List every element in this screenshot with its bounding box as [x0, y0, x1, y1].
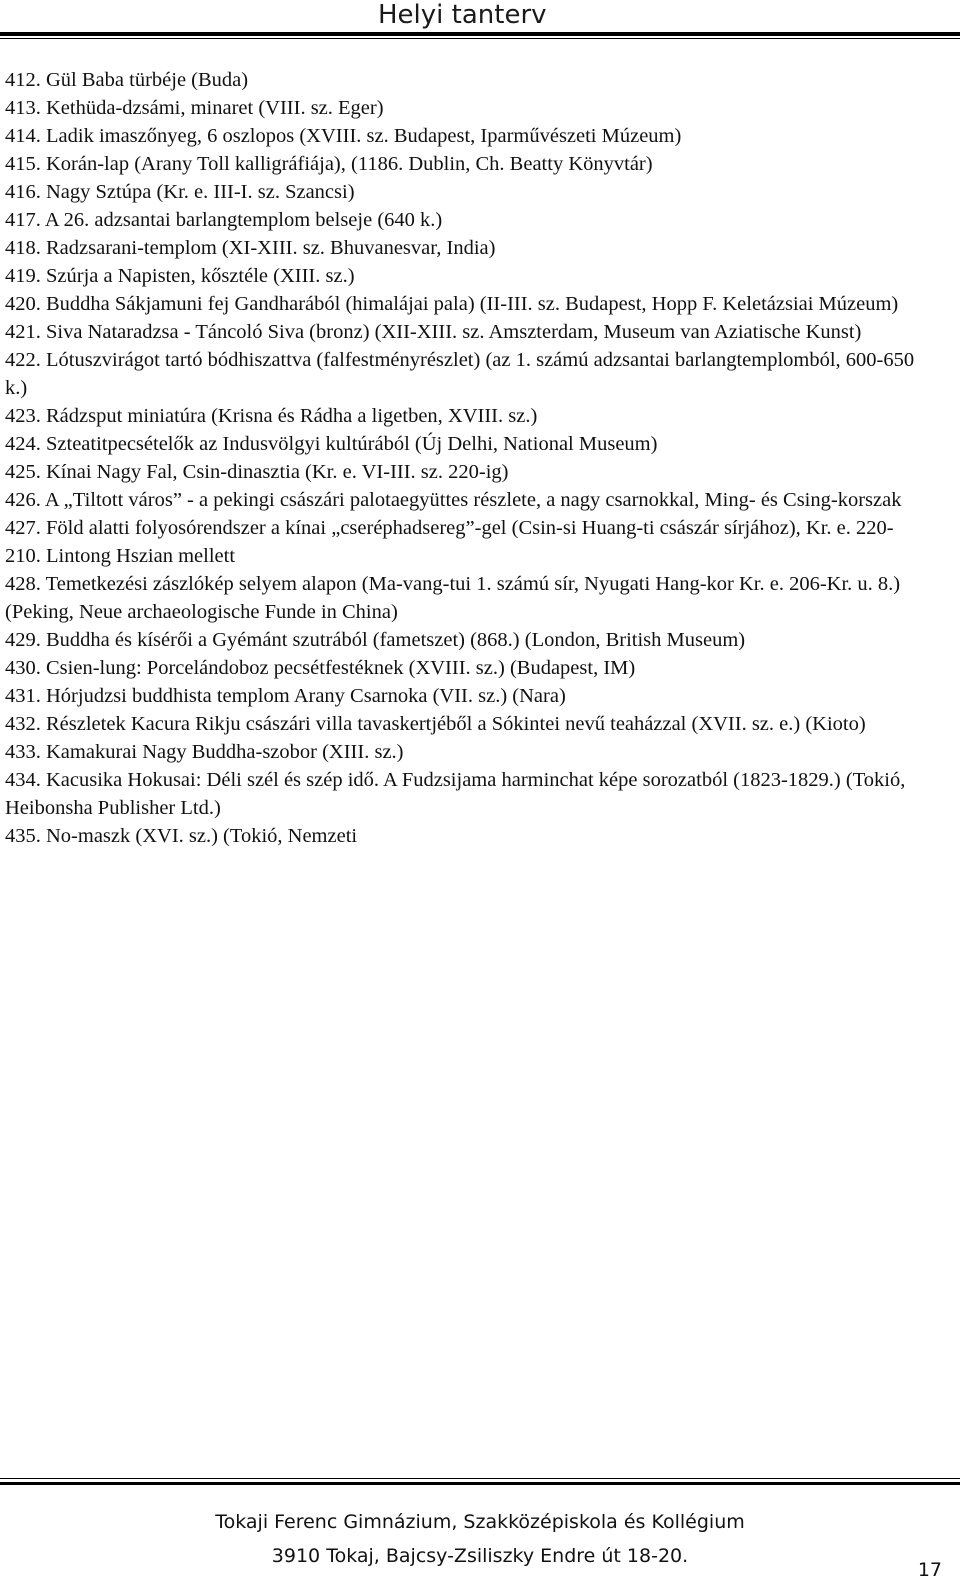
page-header	[0, 0, 960, 38]
list-item: 422. Lótuszvirágot tartó bódhiszattva (falfestményrészlet) (az 1. számú adzsantai barlangtemplomból, 600-650 k.)	[5, 349, 915, 399]
list-item: 418. Radzsarani-templom (XI-XIII. sz. Bhuvanesvar, India)	[5, 237, 496, 259]
page-number: 17	[917, 1559, 942, 1581]
footer-rule-thin	[0, 1478, 960, 1479]
list-item: 435. No-maszk (XVI. sz.) (Tokió, Nemzeti	[5, 825, 358, 847]
list-item: 417. A 26. adzsantai barlangtemplom belseje (640 k.)	[5, 209, 443, 231]
list-item: 431. Hórjudzsi buddhista templom Arany Csarnoka (VII. sz.) (Nara)	[5, 685, 566, 707]
footer-rule-thick	[0, 1482, 960, 1485]
list-item: 414. Ladik imaszőnyeg, 6 oszlopos (XVIII. sz. Budapest, Iparművészeti Múzeum)	[5, 125, 682, 147]
list-item: 432. Részletek Kacura Rikju császári villa tavaskertjéből a Sókintei nevű teaházzal (XVII. sz. e.) (Kioto)	[5, 713, 866, 735]
list-item: 433. Kamakurai Nagy Buddha-szobor (XIII. sz.)	[5, 741, 404, 763]
header-rule-thick	[0, 32, 960, 36]
list-item: 427. Föld alatti folyosórendszer a kínai „cseréphadsereg”-gel (Csin-si Huang-ti császár sírjához), Kr. e. 220-210. Lintong Hszian mellett	[5, 517, 894, 567]
list-item: 434. Kacusika Hokusai: Déli szél és szép idő. A Fudzsijama harminchat képe sorozatból (1823-1829.) (Tokió, Heibonsha Publisher Ltd.)	[5, 769, 906, 819]
header-rule-thin	[0, 38, 960, 39]
list-item: 424. Szteatitpecsételők az Indusvölgyi kultúrából (Új Delhi, National Museum)	[5, 433, 658, 455]
list-item: 416. Nagy Sztúpa (Kr. e. III-I. sz. Szancsi)	[5, 181, 355, 203]
artwork-list	[5, 66, 927, 850]
list-item: 428. Temetkezési zászlókép selyem alapon (Ma-vang-tui 1. számú sír, Nyugati Hang-kor Kr. e. 206-Kr. u. 8.) (Peking, Neue archaeologische Funde in China)	[5, 573, 901, 623]
list-item: 419. Szúrja a Napisten, kősztéle (XIII. sz.)	[5, 265, 355, 287]
list-item: 426. A „Tiltott város” - a pekingi császári palotaegyüttes részlete, a nagy csarnokkal, Ming- és Csing-korszak	[5, 489, 902, 511]
list-item: 430. Csien-lung: Porcelándoboz pecsétfestéknek (XVIII. sz.) (Budapest, IM)	[5, 657, 636, 679]
footer-school-name: Tokaji Ferenc Gimnázium, Szakközépiskola és Kollégium	[215, 1511, 745, 1533]
header-title: Helyi tanterv	[378, 0, 547, 30]
footer-address: 3910 Tokaj, Bajcsy-Zsiliszky Endre út 18-20.	[271, 1545, 689, 1567]
list-item: 420. Buddha Sákjamuni fej Gandharából (himalájai pala) (II-III. sz. Budapest, Hopp F. Keletázsiai Múzeum)	[5, 293, 899, 315]
list-item: 425. Kínai Nagy Fal, Csin-dinasztia (Kr. e. VI-III. sz. 220-ig)	[5, 461, 509, 483]
list-item: 413. Kethüda-dzsámi, minaret (VIII. sz. Eger)	[5, 97, 384, 119]
list-item: 423. Rádzsput miniatúra (Krisna és Rádha a ligetben, XVIII. sz.)	[5, 405, 538, 427]
list-item: 429. Buddha és kísérői a Gyémánt szutrából (fametszet) (868.) (London, British Museum)	[5, 629, 746, 651]
list-item: 421. Siva Nataradzsa - Táncoló Siva (bronz) (XII-XIII. sz. Amszterdam, Museum van Aziatische Kunst)	[5, 321, 862, 343]
list-item: 412. Gül Baba türbéje (Buda)	[5, 69, 249, 91]
list-item: 415. Korán-lap (Arany Toll kalligráfiája), (1186. Dublin, Ch. Beatty Könyvtár)	[5, 153, 653, 175]
